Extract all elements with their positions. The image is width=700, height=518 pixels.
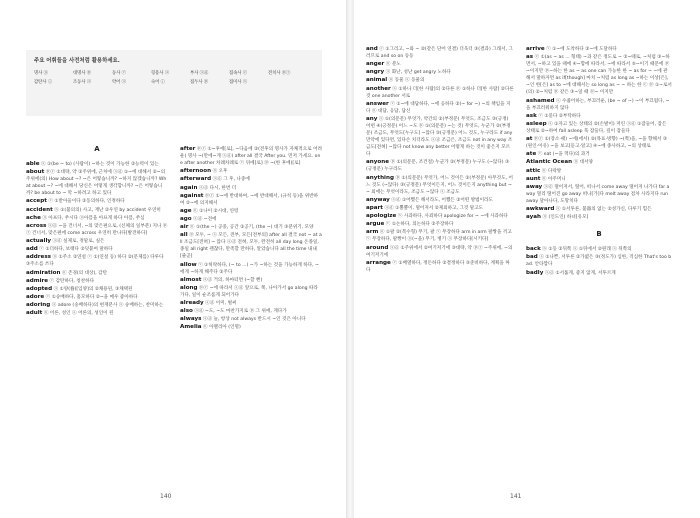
entry-definition: ⓟⓡ ①~에 반대하여, ~에 반대해서, (규칙 등)을 위반하여 ②~에 의지해서 — [180, 193, 319, 206]
entry-headword: awkward — [526, 206, 555, 213]
glossary-entry — [180, 324, 322, 331]
entry-definition: ⓟⓡ ①대략, 약 ②주위에, 근처에 ⓐⓓ ①~에 대해서 ②~의 주위에(의) How about ~? ~은 어떻습니까? ~하지 않겠습니까? What about ~? ~에 대해서 당신은 어떻게 생각합니까? ~은 어떻습니까? be about to ~ 막 ~하려고 하고 있다 — [26, 170, 167, 197]
entry-headword: Amelia — [180, 324, 202, 331]
entry-definition: ⓐⓓ 다시, 한번 더 — [198, 185, 237, 191]
glossary-entry — [26, 215, 168, 222]
entry-headword: adore — [26, 293, 45, 300]
entry-headword: admiration — [26, 269, 61, 276]
glossary-entry — [180, 168, 322, 175]
glossary-entry — [180, 146, 322, 167]
entry-definition: ⓥ ①숭배하다, 흠모하다 ②~을 매우 좋아하다 — [45, 294, 138, 300]
entry-headword: away — [526, 183, 543, 190]
entry-definition: ⓝ ①(불의의) 사고, 재난 ②우연 by accident 우연히 — [54, 207, 161, 213]
entry-headword: badly — [526, 269, 544, 276]
glossary-entry — [366, 69, 514, 76]
glossary-entry — [366, 61, 514, 68]
entry-headword: argue — [366, 221, 385, 228]
legend-item: 약어 ⓐ — [112, 80, 126, 85]
entry-definition: ⓥ ①허락하다, (~ to ...) ~가 ~하는 것을 가능하게 하다, ~에게 ~하게 해주다 ②주다 — [180, 262, 319, 275]
entry-headword: address — [26, 254, 51, 261]
entry-headword: and — [366, 46, 378, 52]
glossary-entry — [366, 175, 514, 196]
glossary-entry — [180, 176, 322, 183]
entry-definition: ⓐ ①나쁜, 서투른 ②가엾은 ③(정도가) 심한, 격심한 That's too bad. 안타깝다 — [526, 255, 672, 268]
glossary-entry — [526, 176, 672, 183]
glossary-entry — [366, 77, 514, 84]
entry-headword: anyone — [366, 159, 390, 166]
entry-headword: back — [526, 246, 541, 253]
entry-headword: animal — [366, 77, 388, 84]
entry-headword: anything — [366, 174, 394, 181]
entry-definition: ⓥ ①~에 대답하다, ~에 응하다 ②(~ for ~) ~의 책임을 지다 ⓝ 대답, 응답, 답신 — [366, 101, 511, 114]
entry-headword: as — [526, 54, 534, 61]
glossary-entry — [366, 101, 514, 115]
glossary-entry — [366, 245, 514, 259]
entry-definition: ⓥ eat (~을 먹다)의 과거 — [537, 152, 590, 158]
entry-definition: ⓟ 모두, ~ ⓐ 모든, 전부, 모든[전부의] after all 결국 not ~ at all 조금도[전혀] ~ 않다 ⓐⓓ 전혀, 모두, 완전히 all day long 온종일, 종일 all right 괜찮다, 만족할 만하다, 알았습니다 all the time 내내[줄곧] — [180, 233, 322, 260]
entry-definition: ⓐⓓ 그 후, 나중에 — [212, 177, 250, 183]
entry-headword: all — [180, 232, 188, 239]
glossary-entry — [26, 270, 168, 277]
entry-definition: ⓝ ①나이 ②시대, 연령 — [193, 208, 239, 214]
entry-definition: ⓝ 대서양 — [573, 160, 593, 166]
entry-definition: ⓐ ①자고 있는 상태의 ②(손발이) 저린 ⓐⓓ ①잠들어, 잠든 상태로 ②~하여 fall asleep 푹 잠들다, 깊이 잠들다 — [526, 121, 667, 134]
entry-definition: ⓝ 아멜리아 (인명) — [203, 325, 241, 331]
glossary-entry — [366, 46, 514, 60]
glossary-entry — [366, 221, 514, 228]
glossary-entry — [180, 185, 322, 192]
glossary-entry — [526, 168, 672, 175]
left-page — [0, 0, 346, 518]
entry-headword: angry — [366, 69, 385, 76]
glossary-entry — [526, 270, 672, 277]
entry-headword: ask — [526, 112, 537, 119]
legend-item: 동사 ⓥ — [112, 71, 126, 76]
entry-headword: about — [26, 169, 45, 176]
glossary-entry — [26, 169, 168, 197]
glossary-column-1 — [26, 146, 168, 318]
entry-headword: able — [26, 161, 40, 168]
entry-definition: ⓐⓓ 거의, 하마터면 (~할 뻔) — [202, 277, 263, 283]
entry-headword: already — [180, 300, 204, 307]
legend-item: 대명사 ⓟ — [73, 71, 92, 76]
entry-headword: accident — [26, 206, 53, 213]
entry-headword: aunt — [526, 175, 541, 182]
glossary-entry — [180, 262, 322, 276]
glossary-entry — [26, 294, 168, 301]
glossary-entry — [526, 121, 672, 135]
entry-headword: ate — [526, 151, 537, 158]
entry-definition: ⓝ 아프다, 쑤시다 ⓝ아픔을 아프게 하다 아픔, 쑤심 — [42, 215, 145, 221]
entry-definition: ⓐ 수줍어하는, 부끄러운, (be ~ of ~) ~이 부끄럽다, ~을 부끄러워하지 않다 — [526, 98, 670, 111]
entry-definition: ⓐⓓ ~전에 — [193, 216, 217, 222]
entry-definition: ⓝ ①주소 ②연설 ⓥ ①(연설 등) 하다 ②(문제를) 다루다 ③주소를 쓰다 — [26, 255, 164, 268]
entry-headword: accept — [26, 198, 47, 205]
entry-definition: ⓐ ①양(養)[입양]의 ②채용된, ③채택된 — [53, 286, 133, 292]
entry-headword: afterward — [180, 176, 212, 183]
glossary-entry — [26, 278, 168, 285]
entry-headword: any — [366, 115, 378, 122]
glossary-entry — [180, 285, 322, 299]
entry-definition: ⓥ ①받아들이다 ②동의하다, 인정하다 — [48, 199, 125, 205]
glossary-entry — [526, 254, 672, 268]
parts-of-speech-legend — [26, 50, 322, 116]
entry-definition: ⓐⓓ ~을 건너서, ~의 맞은편으로, (신체의 일부분) 지나 ⓟⓡ 건너서, 맞은편에 come across 우연히 만나다[발견하다] — [26, 223, 168, 236]
entry-headword: ayah — [526, 214, 542, 221]
entry-headword: adoring — [26, 302, 51, 309]
glossary-entry — [26, 310, 168, 317]
entry-headword: also — [180, 308, 193, 315]
entry-definition: ⓝ ①팔 ②(복수형) 무기, 팔 ⓥ 무장하다 arm in arm 팔짱을 끼고 ⓥ 무장하다, 팔짱이 ⓝ(~을) 무기, 병기 ⓐ 무장하다[시키다] — [366, 230, 512, 243]
entry-definition: ⓐⓓ ①뿔뿔이, 떨어져서 ②제외하고, 그것 말고도 — [384, 205, 484, 211]
entry-definition: ⓝ 분노 — [385, 62, 401, 68]
entry-definition: ⓝ 다락방 — [541, 168, 562, 174]
entry-headword: answer — [366, 100, 389, 107]
right-page — [354, 0, 700, 518]
glossary-entry — [366, 205, 514, 212]
entry-headword: against — [180, 192, 204, 199]
legend-item: 조동사 ⓐ — [73, 80, 92, 85]
entry-definition: ⓝ ①(the ~) 공중, 공간 ②공기, (the ~) 대기 ③분위기, 모양 — [189, 225, 314, 231]
entry-headword: arrange — [366, 259, 391, 266]
glossary-entry — [526, 151, 672, 158]
legend-item: 감탄사 ⓘ — [34, 80, 53, 85]
glossary-entry — [26, 161, 168, 168]
glossary-entry — [526, 159, 672, 166]
entry-definition: ⓝ 존경(의 대상), 감탄 — [61, 270, 108, 276]
section-letter-a: A — [94, 145, 100, 153]
book-gutter — [346, 0, 354, 518]
page-number-left: 140 — [160, 493, 172, 500]
legend-row-1 — [34, 70, 320, 76]
entry-headword: air — [180, 224, 189, 231]
entry-headword: adult — [26, 310, 43, 317]
glossary-entry — [26, 286, 168, 293]
entry-definition: ⓟⓡ ~에 따라서 ⓐⓓ 앞으로, 쭉, 나아가서 go along 따라가다, 일이 순조롭게 되어가다 — [180, 285, 318, 298]
entry-headword: arm — [366, 229, 379, 236]
entry-definition: ⓝ 동물 ⓐ 동물의 — [388, 78, 425, 84]
glossary-entry — [526, 214, 672, 221]
legend-item: 숙어 ⓘ — [151, 80, 165, 85]
entry-definition: ⓟ ①(의문문, 조건절) 누군가 ②(부정문) 누구도 (~않다) ③(긍정문) 누구라도 — [366, 160, 510, 173]
entry-headword: almost — [180, 276, 202, 283]
glossary-entry — [366, 159, 514, 173]
glossary-entry — [26, 246, 168, 253]
glossary-entry — [526, 136, 672, 150]
entry-headword: always — [180, 316, 202, 323]
entry-headword: allow — [180, 261, 197, 268]
entry-headword: around — [366, 244, 389, 251]
entry-definition: ⓐ ①하나 더[한 사람]의 ②다른 ⓟ ①하나 더[한 사람] ②다른 것 one another 서로 — [366, 86, 514, 99]
glossary-entry — [366, 116, 514, 158]
entry-definition: ⓐ ①(의문문) 무엇가, 약간의 ②(부정문) 무엇도, 조금도 ③(긍정) 어떤 ④(긍정문) 어느 ~도 ⓟ ①(의문문) ~는 것) 무엇도, 누군가 ②(부정문) 조금도, 무엇도[누구도] ~않다 ③(긍정문) 어느 것도, 누구라도 if any 만약에 있다면, 있다손 치더라도 ⓐⓓ 조금은, 조금도 not in any way 조금도[전혀] ~않다 not know any better 어떻게 하는 것이 좋은지 모르다 — [366, 116, 513, 158]
entry-definition: ⓟ ①(의문문) 무엇가, 어느 것이든 ②(부정문) 아무것도, 어느 것도 (~않다) ③(긍정문) 무엇이든지, 어느 것이든지 anything but ~ ~ 외에는 무엇이라도, 조금도 ~않다 ⓐ 조금도 — [366, 175, 513, 195]
entry-definition: ⓥ 감탄하다, 칭찬하다 — [49, 278, 95, 284]
entry-definition: ⓐ adore (숭배하다)의 현재분사 ⓐ 숭배하는, 찬미하는 — [51, 303, 164, 309]
glossary-entry — [26, 223, 168, 237]
glossary-entry — [26, 302, 168, 309]
entry-headword: age — [180, 207, 192, 214]
legend-item: 접미사 ⓢ — [229, 80, 248, 85]
glossary-entry — [180, 300, 322, 307]
glossary-column-4 — [526, 46, 672, 278]
entry-definition: ⓐⓓ ①서툴게, 좋지 않게, 서투르게 — [544, 270, 616, 276]
glossary-entry — [366, 229, 514, 243]
entry-definition: ⓐⓓ ①어쨌든 해서라도, 어쨌든 ②어떤 방법이라도 — [391, 197, 493, 203]
entry-definition: ⓐⓓ 실제로, 정말로, 실은 — [52, 239, 105, 245]
entry-definition: ⓥ ①묻다 ②부탁하다 — [538, 113, 581, 119]
glossary-entry — [366, 260, 514, 274]
entry-definition: ⓥ ①더하다, 보태다 ②덧붙여 말하다 — [39, 247, 113, 253]
glossary-entry — [180, 193, 322, 207]
glossary-entry — [526, 113, 672, 120]
entry-definition: ⓐⓓ ①주위에서 ②여기저기에 ③대략, 약 ⓟⓡ ~주위에, ~의 여기저기에 — [366, 245, 513, 258]
entry-definition: ⓐ ①(be ~ to) (사람이) ~하는 것이 가능한 ②능력이 있는 — [40, 162, 159, 168]
entry-headword: apart — [366, 204, 383, 211]
glossary-column-2 — [180, 146, 322, 333]
entry-definition: ⓥ ①논하다, 의논하다 ②주장하다 — [385, 222, 454, 228]
entry-headword: at — [526, 136, 533, 143]
legend-item: 전치사 ⓟⓡ — [268, 71, 291, 76]
glossary-entry — [180, 316, 322, 323]
glossary-entry — [26, 207, 168, 214]
legend-item: 명사 ⓝ — [34, 71, 48, 76]
entry-headword: across — [26, 222, 47, 229]
entry-headword: another — [366, 85, 391, 92]
entry-definition: ⓒ ①(as ~ as ... 형태) ~과 같은 정도로 ~ ②~때로, ~처럼 ③~하면서, ~하고 있을 때에 ④~함에 따라서, ~에 따라서 ⑤~이기 때문에 ⓟ ~이지만 ⓟ~하는 한 as ~ as one can 가능한 한 ~ as for ~ ~에 관해서 말하자면 as if[though] 마치 ~처럼 as long as ~하는 이상[은], ~인 한[은] as to ~에 대해서는 so long as ~ ~ 하는 한 ⓒ ⓟ ①~로서(의) ②~처럼 ⓟ 같은 ③~일 때 ⓟ~ 이지만 — [526, 55, 672, 96]
entry-definition: ⓟⓡ ①(장소·때) ~에(에서) ②(목표·방향) ~(쪽)을, ~을 향해서 ③(원인·이유) ~을 보고[듣고·알고] ④~에 종사하고, ~의 상태로 — [526, 137, 667, 150]
entry-definition: ⓥ 사과하다, 사죄하다 apologize for ~ ~에 사과하다 — [397, 214, 508, 220]
entry-headword: arrive — [526, 46, 545, 52]
entry-definition: ⓐ 화난, 성난 get angry 노하다 — [385, 70, 451, 76]
glossary-entry — [180, 224, 322, 231]
entry-definition: ⓐⓓ ~도, ~도 마찬가지로 ⓟ 그 위에, 게다가 — [194, 309, 287, 315]
glossary-entry — [526, 184, 672, 205]
entry-headword: apologize — [366, 213, 397, 220]
entry-definition: ⓥ ①배열하다, 정돈하다 ②결정하다 ③준비하다, 계획을 짜다 — [366, 260, 510, 273]
entry-definition: ⓥ ①~에 도착하다 ②~에 도달하다 — [546, 47, 617, 52]
entry-definition: ⓒ ①그리고, ~와 ~ ②(같은 단어 연결) 더욱더 ③(결과) 그래서, 그러므로 and so on 등등 — [366, 47, 513, 60]
entry-headword: ache — [26, 214, 41, 221]
glossary-entry — [526, 54, 672, 96]
entry-headword: afternoon — [180, 168, 212, 175]
glossary-entry — [366, 197, 514, 204]
glossary-entry — [180, 232, 322, 260]
entry-definition: ⓐⓓ 이미, 벌써 — [205, 301, 237, 307]
legend-item: 부사 ⓐⓓ — [190, 71, 209, 76]
glossary-entry — [180, 308, 322, 315]
glossary-entry — [180, 216, 322, 223]
glossary-entry — [26, 254, 168, 268]
glossary-entry — [526, 246, 672, 253]
entry-definition: ⓝ ①등 ②뒤쪽 ⓐ ①뒤에서 ②원래 ⓐ 뒤쪽의 — [542, 247, 632, 253]
entry-definition: ⓝ 아주머니 — [541, 176, 566, 182]
entry-headword: again — [180, 184, 198, 191]
entry-definition: ⓝ 오후 — [212, 169, 228, 175]
glossary-entry — [180, 208, 322, 215]
glossary-entry — [26, 198, 168, 205]
entry-definition: ⓟⓡ ①~후에[로], ~다음에 ②(전후의 명사가 자체적으로 어려운) 명사 ~(만에~게 ⓐⓓ) after all 결국 After you. 먼저 가세요. one after another 차례차례로 ⓥ 뒤에[로] ⓟ ~(한 후에)[로] — [180, 147, 322, 167]
glossary-entry — [26, 238, 168, 245]
legend-item: 접두사 ⓟ — [190, 80, 209, 85]
entry-headword: after — [180, 146, 196, 152]
entry-headword: ashamed — [526, 97, 555, 104]
entry-definition: ⓐ ①서투른, 불器의 없는 ②성가신, 다루기 힘든 — [555, 207, 652, 213]
entry-headword: attic — [526, 167, 541, 174]
entry-headword: along — [180, 284, 198, 291]
entry-headword: anger — [366, 61, 385, 68]
entry-headword: ago — [180, 215, 192, 222]
entry-headword: asleep — [526, 120, 547, 127]
glossary-entry — [526, 46, 672, 53]
page-number-right: 141 — [510, 493, 522, 500]
glossary-entry — [366, 213, 514, 220]
entry-definition: ⓐⓓ 늘, 항상 not always 반드시 ~인 것은 아니다 — [202, 317, 306, 323]
entry-headword: add — [26, 246, 38, 253]
entry-headword: admire — [26, 277, 49, 284]
glossary-column-3 — [366, 46, 514, 275]
entry-headword: Atlantic Ocean — [526, 159, 573, 166]
legend-row-2 — [34, 79, 320, 85]
legend-title: 주요 어휘들을 사전처럼 활용하세요. — [34, 58, 120, 64]
legend-item: 접속사 ⓒ — [229, 71, 248, 76]
legend-item: 형용사 ⓐ — [151, 71, 170, 76]
section-letter-b: B — [596, 230, 602, 239]
entry-definition: ⓝ (인도인) 하녀[유모] — [542, 215, 589, 221]
entry-headword: anyway — [366, 196, 390, 203]
entry-definition: ⓝ 어른, 성인 ⓐ 어른의, 성인이 된 — [43, 311, 114, 317]
entry-definition: ⓐⓓ 떨어져서, 떨어, 떠나서 come away 떨어져 나가다 far away 멀리 떨어진 go away 떠나[가]다 melt away 점차 사라지다 run away 달아나다, 도망치다 — [526, 184, 670, 204]
entry-headword: bad — [526, 254, 538, 261]
glossary-entry — [366, 86, 514, 100]
entry-headword: actually — [26, 238, 52, 245]
glossary-entry — [180, 277, 322, 284]
entry-headword: adopted — [26, 285, 53, 292]
glossary-entry — [526, 206, 672, 213]
glossary-entry — [526, 98, 672, 112]
